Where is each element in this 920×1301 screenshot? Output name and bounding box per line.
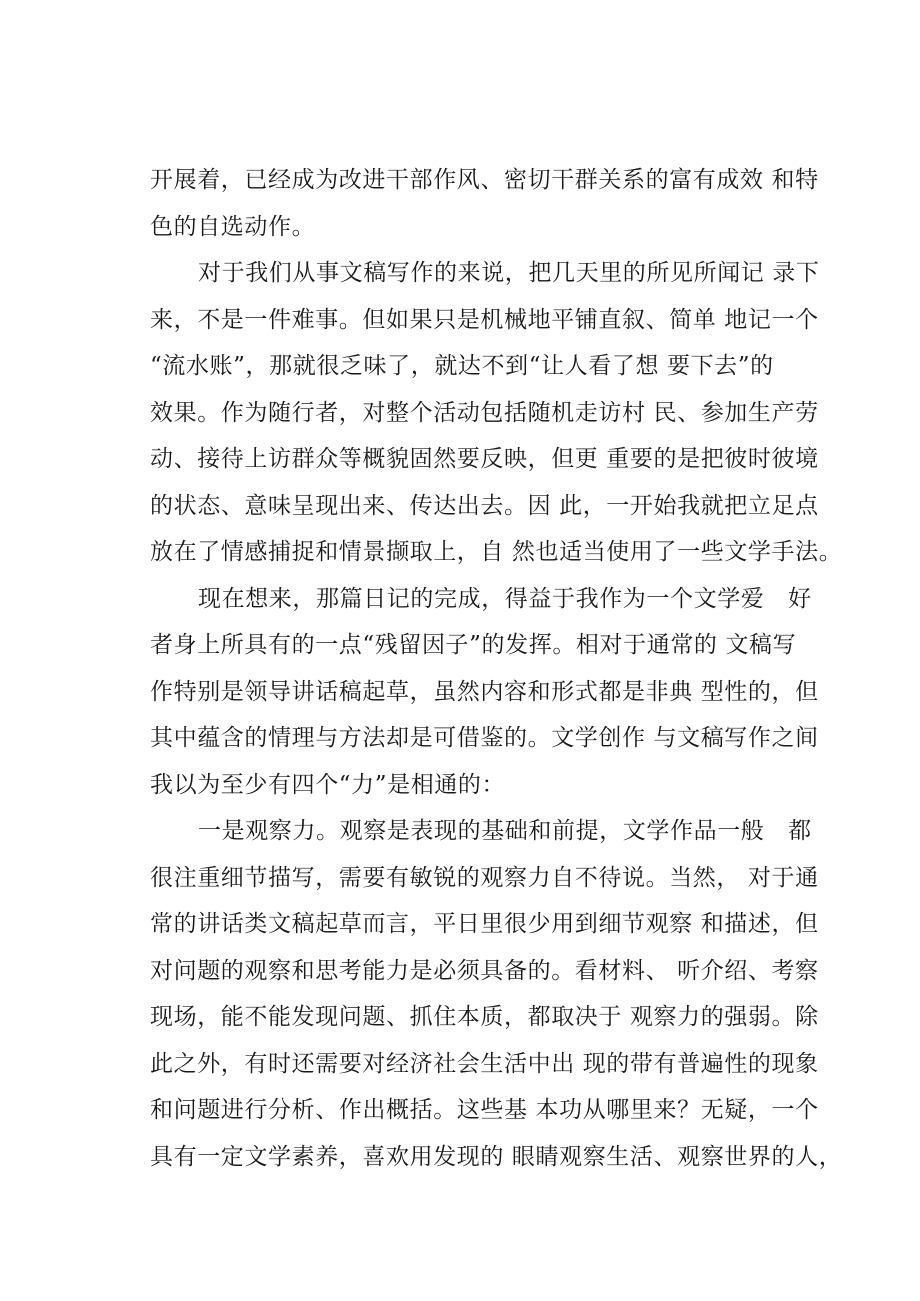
text-line: 我以为至少有四个“力”是相通的： xyxy=(150,771,506,798)
text-line: 现场，能不能发现问题、抓住本质，都取决于 观察力的强弱。除 xyxy=(150,1004,819,1030)
paragraph-start-line: 对于我们从事文稿写作的来说，把几天里的所见所闻记 录下 xyxy=(198,260,820,286)
text-line: 常的讲话类文稿起草而言，平日里很少用到细节观察 和描述，但 xyxy=(150,911,819,937)
text-line: 者身上所具有的一点“残留因子”的发挥。相对于通常的 文稿写 xyxy=(150,632,797,658)
text-line: 和问题进行分析、作出概括。这些基 本功从哪里来？无疑，一个 xyxy=(150,1097,819,1123)
text-line: “流水账”，那就很乏味了，就达不到“让人看了想 要下去”的 xyxy=(150,353,774,379)
text-line: 色的自选动作。 xyxy=(150,213,316,240)
text-line: 很注重细节描写，需要有敏锐的观察力自不待说。当然， 对于通 xyxy=(150,864,819,891)
text-line: 作特别是领导讲话稿起草，虽然内容和形式都是非典 型性的，但 xyxy=(150,678,819,705)
paragraph-start-line: 一是观察力。观察是表现的基础和前提，文学作品一般 都 xyxy=(198,818,812,844)
text-line: 对问题的观察和思考能力是必须具备的。看材料、 听介绍、考察 xyxy=(150,957,819,984)
text-line: 的状态、意味呈现出来、传达出去。因 此，一开始我就把立足点 xyxy=(150,492,819,519)
text-line: 开展着，已经成为改进干部作风、密切干群关系的富有成效 和特 xyxy=(150,167,819,193)
text-line: 放在了情感捕捉和情景撷取上，自 然也适当使用了一些文学手法。 xyxy=(150,539,843,565)
text-line: 动、接待上访群众等概貌固然要反映，但更 重要的是把彼时彼境 xyxy=(150,446,819,472)
text-line: 来，不是一件难事。但如果只是机械地平铺直叙、简单 地记一个 xyxy=(150,306,819,333)
text-line: 此之外，有时还需要对经济社会生活中出 现的带有普遍性的现象 xyxy=(150,1050,819,1077)
paragraph-start-line: 现在想来，那篇日记的完成，得益于我作为一个文学爱 好 xyxy=(198,585,812,612)
text-line: 具有一定文学素养，喜欢用发现的 眼睛观察生活、观察世界的人， xyxy=(150,1143,843,1170)
text-line: 效果。作为随行者，对整个活动包括随机走访村 民、参加生产劳 xyxy=(150,399,819,426)
body-text xyxy=(150,157,843,1180)
text-line: 其中蕴含的情理与方法却是可借鉴的。文学创作 与文稿写作之间 xyxy=(150,725,819,751)
